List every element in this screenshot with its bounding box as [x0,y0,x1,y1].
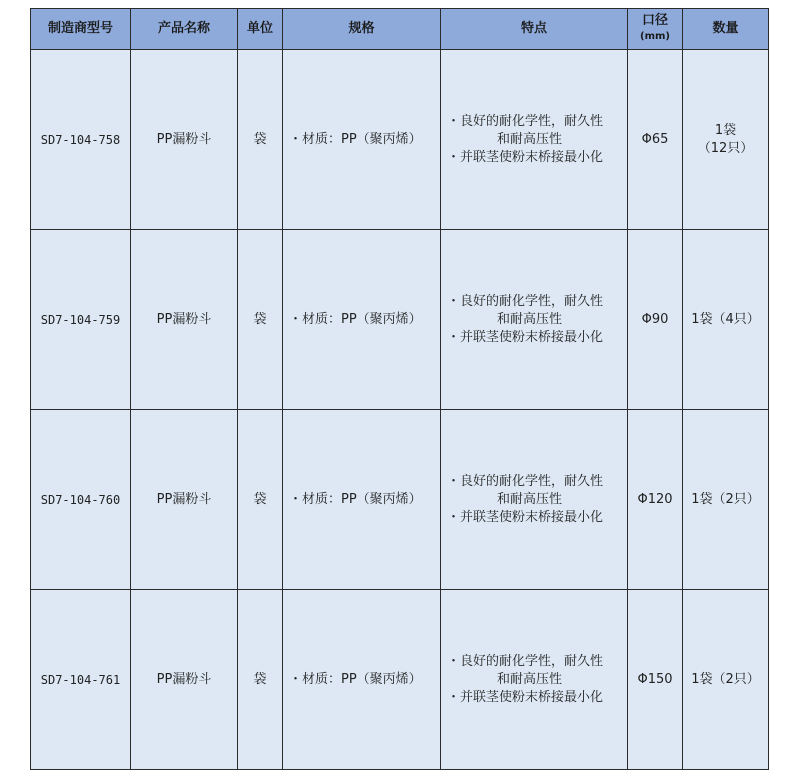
quantity-line: 1袋（2只） [691,671,760,687]
cell-diameter: Φ90 [628,230,683,410]
quantity-line: （12只） [697,140,754,156]
cell-quantity [683,230,769,410]
cell-spec: ・材质：PP（聚丙烯） [283,50,441,230]
cell-spec: ・材质：PP（聚丙烯） [283,230,441,410]
quantity-line: 1袋 [714,122,737,138]
cell-name: PP漏粉斗 [131,50,238,230]
cell-features [441,50,628,230]
cell-diameter: Φ150 [628,590,683,770]
cell-model: SD7-104-761 [31,590,131,770]
header-model: 制造商型号 [31,9,131,50]
header-diameter-unit: (mm) [640,31,670,42]
cell-features [441,230,628,410]
cell-spec: ・材质：PP（聚丙烯） [283,590,441,770]
cell-unit: 袋 [238,230,283,410]
cell-name: PP漏粉斗 [131,590,238,770]
header-row [31,9,769,50]
header-diameter-label: 口径 [641,13,668,28]
feature-line: 和耐高压性 [497,311,563,327]
feature-line: 和耐高压性 [497,491,563,507]
feature-line: ・良好的耐化学性，耐久性 [447,293,604,309]
cell-features [441,410,628,590]
cell-model: SD7-104-759 [31,230,131,410]
feature-line: 和耐高压性 [497,671,563,687]
quantity-line: 1袋（2只） [691,491,760,507]
feature-line: ・并联茎使粉末桥接最小化 [447,689,604,705]
feature-line: ・并联茎使粉末桥接最小化 [447,329,604,345]
cell-name: PP漏粉斗 [131,410,238,590]
cell-diameter: Φ120 [628,410,683,590]
header-diameter [628,9,683,50]
feature-line: ・良好的耐化学性，耐久性 [447,473,604,489]
cell-quantity [683,410,769,590]
table-row [31,590,769,770]
cell-unit: 袋 [238,410,283,590]
header-features: 特点 [441,9,628,50]
table-row [31,410,769,590]
product-table-container [30,8,769,770]
header-spec: 规格 [283,9,441,50]
cell-features [441,590,628,770]
table-row [31,230,769,410]
feature-line: ・良好的耐化学性，耐久性 [447,653,604,669]
cell-model: SD7-104-760 [31,410,131,590]
cell-quantity [683,590,769,770]
cell-model: SD7-104-758 [31,50,131,230]
cell-name: PP漏粉斗 [131,230,238,410]
cell-unit: 袋 [238,50,283,230]
cell-spec: ・材质：PP（聚丙烯） [283,410,441,590]
table-row [31,50,769,230]
quantity-line: 1袋（4只） [691,311,760,327]
cell-quantity [683,50,769,230]
feature-line: ・良好的耐化学性，耐久性 [447,113,604,129]
header-quantity: 数量 [683,9,769,50]
feature-line: ・并联茎使粉末桥接最小化 [447,149,604,165]
header-name: 产品名称 [131,9,238,50]
feature-line: ・并联茎使粉末桥接最小化 [447,509,604,525]
cell-unit: 袋 [238,590,283,770]
product-table [30,8,769,770]
cell-diameter: Φ65 [628,50,683,230]
feature-line: 和耐高压性 [497,131,563,147]
header-unit: 单位 [238,9,283,50]
